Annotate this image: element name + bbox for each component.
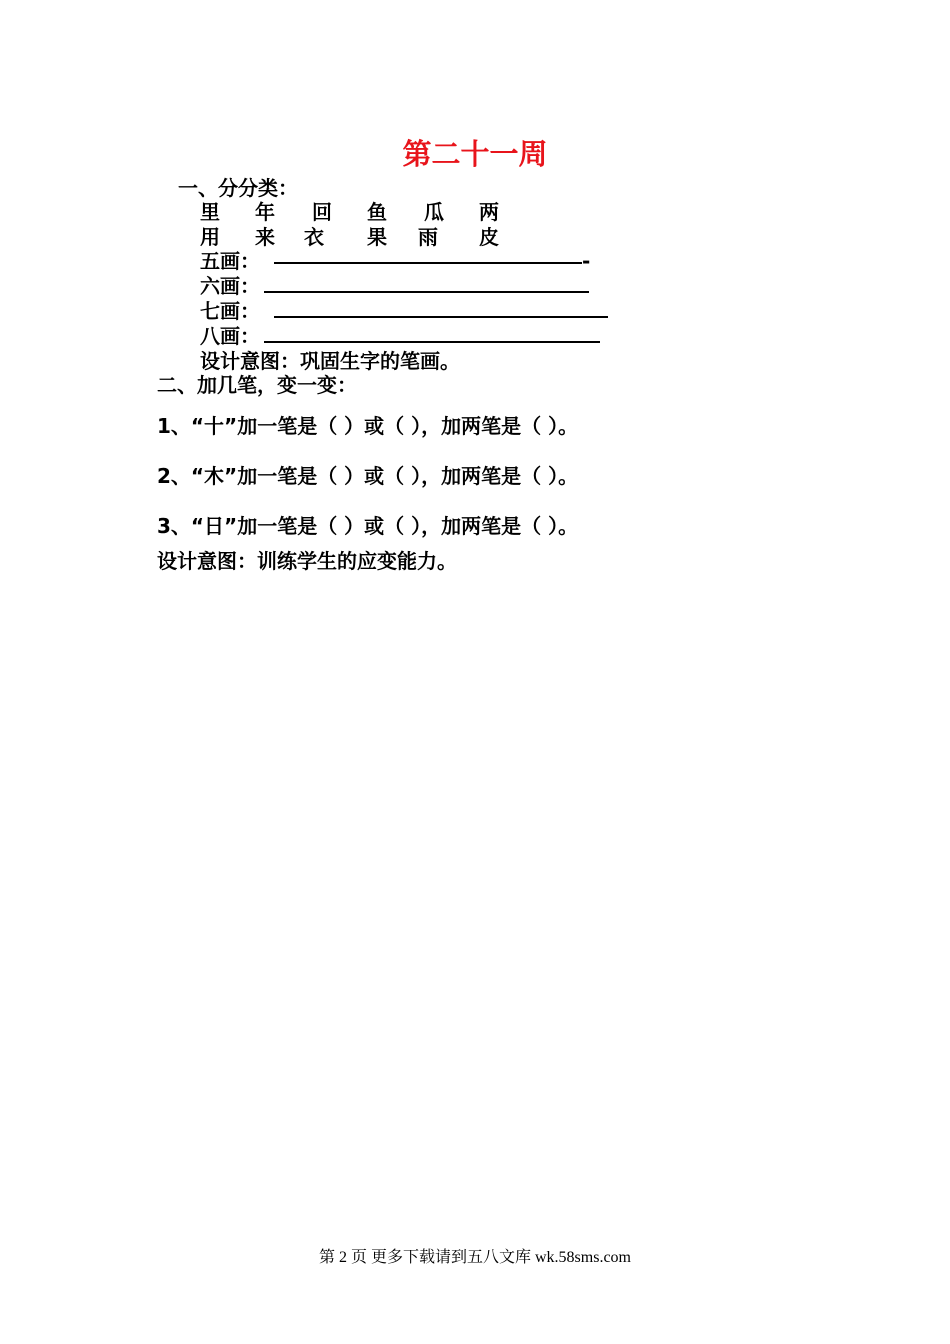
design-note-2: 设计意图：训练学生的应变能力。 [157, 549, 457, 573]
stroke-row-6 [200, 274, 589, 298]
page-title: 第二十一周 [402, 137, 548, 171]
char-item: 年 [255, 200, 275, 224]
stroke-row-8 [200, 324, 600, 348]
design-note-1: 设计意图：巩固生字的笔画。 [200, 349, 460, 373]
page-footer: 第 2 页 更多下载请到五八文库 wk.58sms.com [318, 1249, 631, 1266]
question-3: 3、“日”加一笔是（ ）或（ ），加两笔是（ ）。 [157, 514, 579, 538]
stroke-label: 五画： [200, 249, 260, 273]
section2-heading: 二、加几笔，变一变： [157, 373, 357, 397]
stroke-tail: - [582, 249, 591, 273]
char-item: 果 [367, 225, 387, 249]
char-item: 瓜 [424, 200, 444, 224]
answer-blank[interactable] [274, 302, 608, 318]
stroke-row-7 [200, 299, 608, 323]
question-1: 1、“十”加一笔是（ ）或（ ），加两笔是（ ）。 [157, 414, 579, 438]
char-item: 里 [200, 200, 220, 224]
char-item: 雨 [418, 225, 438, 249]
answer-blank[interactable] [264, 277, 589, 293]
stroke-label: 六画： [200, 274, 260, 298]
question-2: 2、“木”加一笔是（ ）或（ ），加两笔是（ ）。 [157, 464, 579, 488]
char-item: 皮 [479, 225, 499, 249]
stroke-row-5 [200, 249, 590, 273]
char-item: 两 [479, 200, 499, 224]
char-item: 衣 [304, 225, 324, 249]
char-item: 回 [312, 200, 332, 224]
answer-line[interactable] [274, 262, 582, 264]
section1-heading: 一、分分类： [178, 176, 298, 200]
char-item: 来 [255, 225, 275, 249]
char-item: 鱼 [367, 200, 387, 224]
char-item: 用 [200, 225, 220, 249]
answer-blank[interactable] [264, 327, 600, 343]
stroke-label: 八画： [200, 324, 260, 348]
stroke-label: 七画： [200, 299, 260, 323]
